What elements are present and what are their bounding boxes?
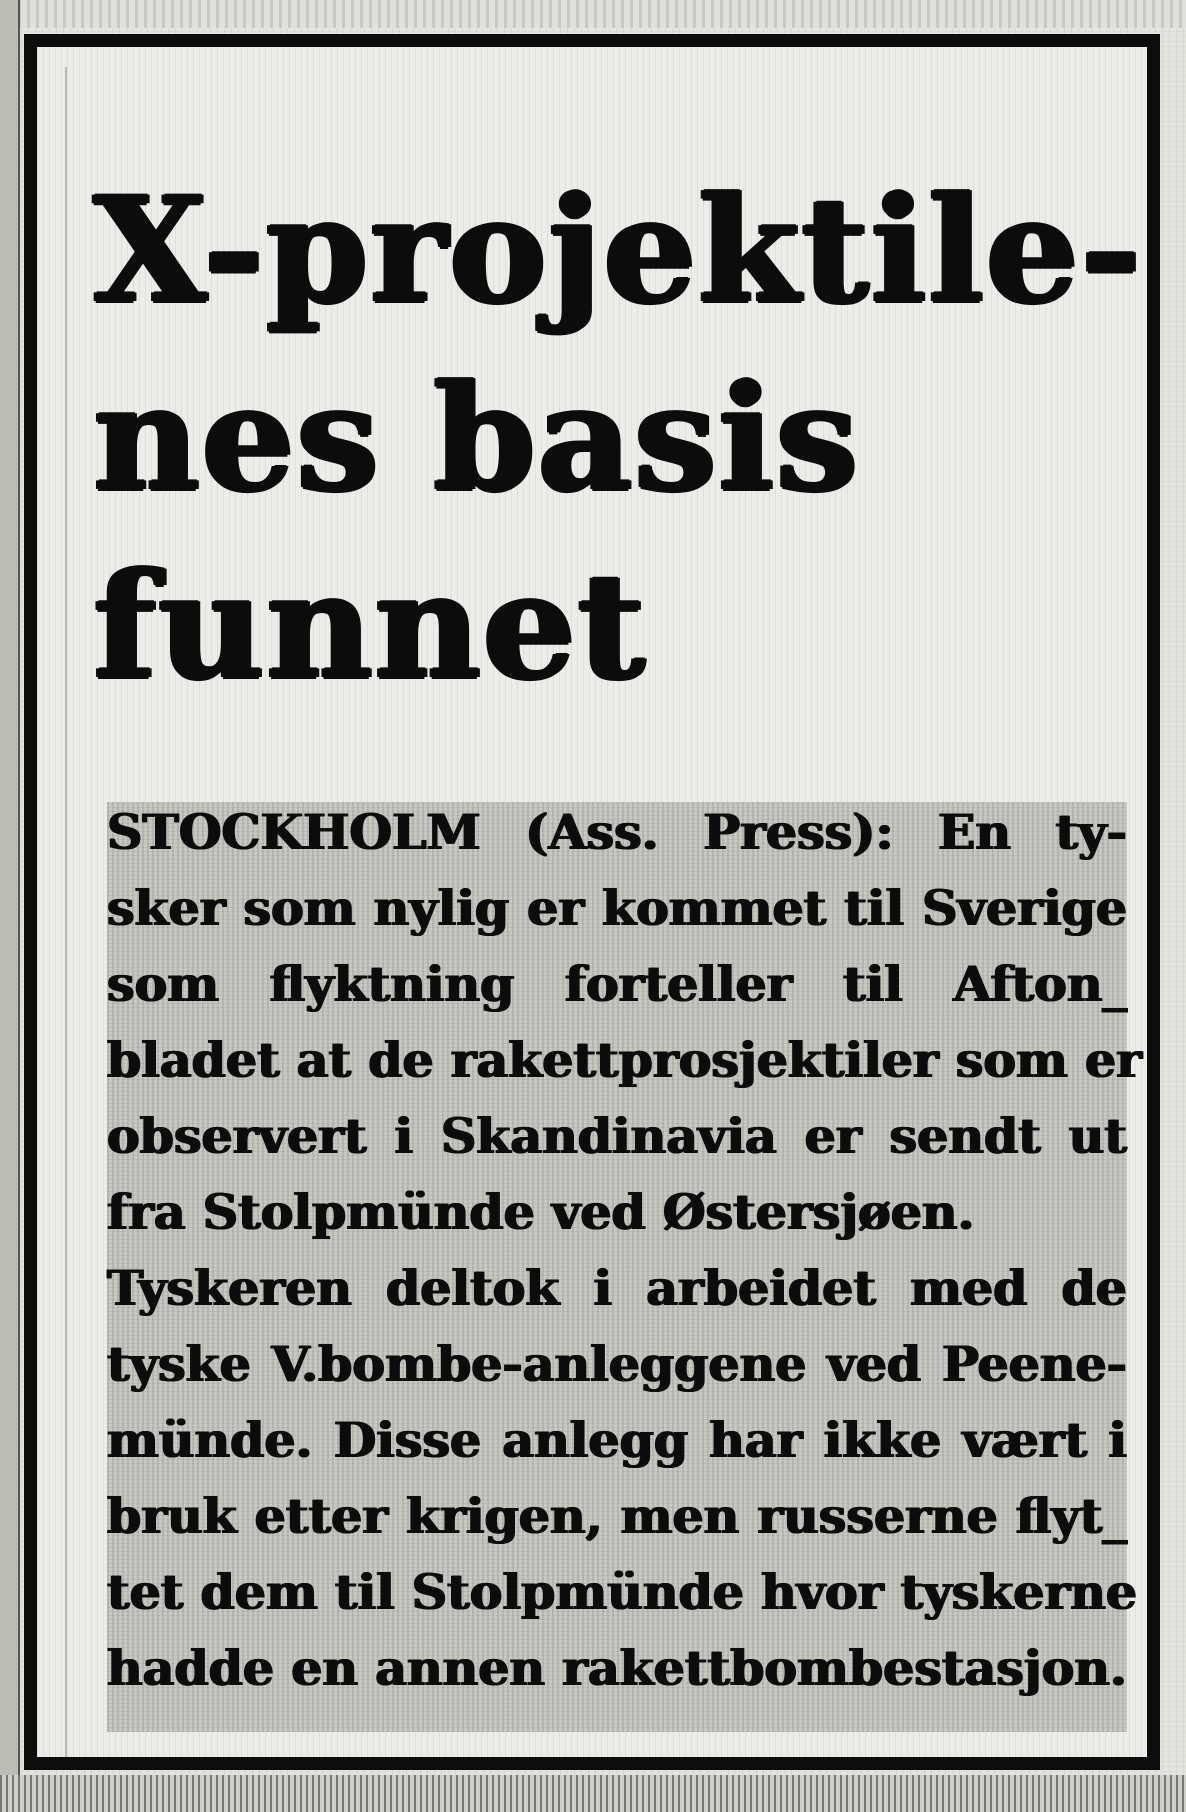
headline-line: nes basis: [93, 353, 860, 524]
body-line: tet dem til Stolpmünde hvor tyskerne: [107, 1563, 1138, 1621]
body-line: hadde en annen rakettbombestasjon.: [107, 1639, 1127, 1697]
headline: [93, 157, 1153, 721]
body-line: bruk etter krigen, men russerne flyt_: [107, 1487, 1127, 1545]
top-margin-strip: [0, 0, 1186, 28]
article-box: [24, 34, 1160, 1770]
left-margin-strip: [0, 0, 20, 1812]
headline-line: X-projektile-: [93, 165, 1143, 336]
body-line: som flyktning forteller til Afton_: [107, 955, 1127, 1013]
body-line: Tyskeren deltok i arbeidet med de: [107, 1259, 1127, 1317]
bottom-margin-strip: [0, 1775, 1186, 1812]
body-line: tyske V.bombe-anleggene ved Peene-: [107, 1335, 1127, 1393]
body-line: observert i Skandinavia er sendt ut: [107, 1107, 1127, 1165]
article-body: [107, 802, 1142, 1732]
body-line: bladet at de rakettprosjektiler som er: [107, 1031, 1142, 1089]
body-line: sker som nylig er kommet til Sverige: [107, 879, 1127, 937]
body-line: fra Stolpmünde ved Østersjøen.: [107, 1183, 975, 1241]
headline-line: funnet: [93, 541, 647, 712]
body-line: STOCKHOLM (Ass. Press): En ty-: [107, 803, 1127, 861]
column-rule: [65, 67, 67, 1757]
body-line: münde. Disse anlegg har ikke vært i: [107, 1411, 1127, 1469]
